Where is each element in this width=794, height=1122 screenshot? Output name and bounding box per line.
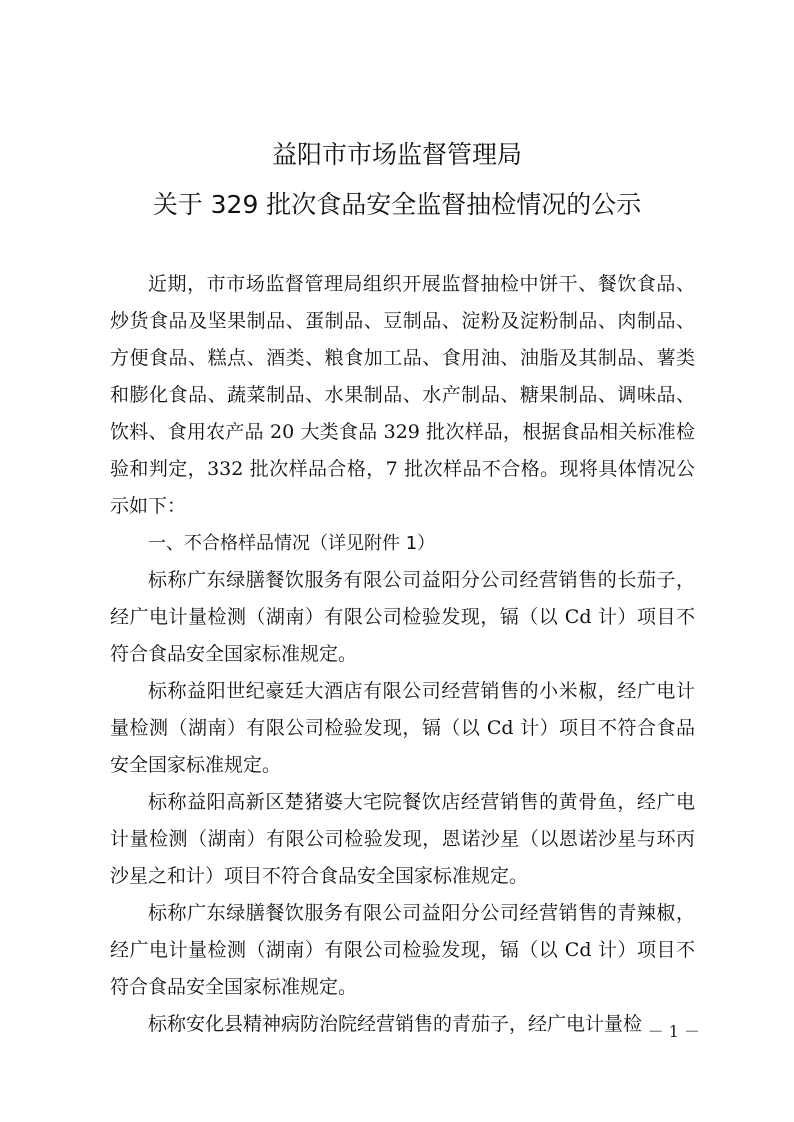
document-title-line-1: 益阳市市场监督管理局	[271, 140, 522, 169]
finding-paragraph-long-eggplant: 标称广东绿膳餐饮服务有限公司益阳分公司经营销售的长茄子，经广电计量检测（湖南）有限公司检验发现，镉（以 Cd 计）项目不符合食品安全国家标准规定。	[110, 569, 695, 665]
finding-paragraph-green-pepper: 标称广东绿膳餐饮服务有限公司益阳分公司经营销售的青辣椒，经广电计量检测（湖南）有限公司检验发现，镉（以 Cd 计）项目不符合食品安全国家标准规定。	[110, 902, 695, 998]
section-heading-unqualified-samples: 一、不合格样品情况（详见附件 1）	[148, 533, 436, 554]
finding-paragraph-yellow-catfish: 标称益阳高新区楚猪婆大宅院餐饮店经营销售的黄骨鱼，经广电计量检测（湖南）有限公司检验发现，恩诺沙星（以恩诺沙星与环丙沙星之和计）项目不符合食品安全国家标准规定。	[110, 791, 695, 887]
page-number: － 1 －	[647, 1022, 700, 1041]
intro-paragraph: 近期，市市场监督管理局组织开展监督抽检中饼干、餐饮食品、炒货食品及坚果制品、蛋制品、豆制品、淀粉及淀粉制品、肉制品、方便食品、糕点、酒类、粮食加工品、食用油、油脂及其制品、薯类和膨化食品、蔬菜制品、水果制品、水产制品、糖果制品、调味品、饮料、食用农产品 20 大类食品 329 批次样品，根据食品相关标准检验和判定，332 批次样品合格，7 批次样品不合格。现将具体情况公示如下：	[110, 273, 695, 517]
document-title-line-2: 关于 329 批次食品安全监督抽检情况的公示	[152, 190, 642, 219]
finding-paragraph-green-eggplant: 标称安化县精神病防治院经营销售的青茄子，经广电计量检	[148, 1013, 643, 1035]
document-body	[110, 266, 695, 1043]
finding-paragraph-millet-pepper: 标称益阳世纪豪廷大酒店有限公司经营销售的小米椒，经广电计量检测（湖南）有限公司检验发现，镉（以 Cd 计）项目不符合食品安全国家标准规定。	[110, 680, 695, 776]
